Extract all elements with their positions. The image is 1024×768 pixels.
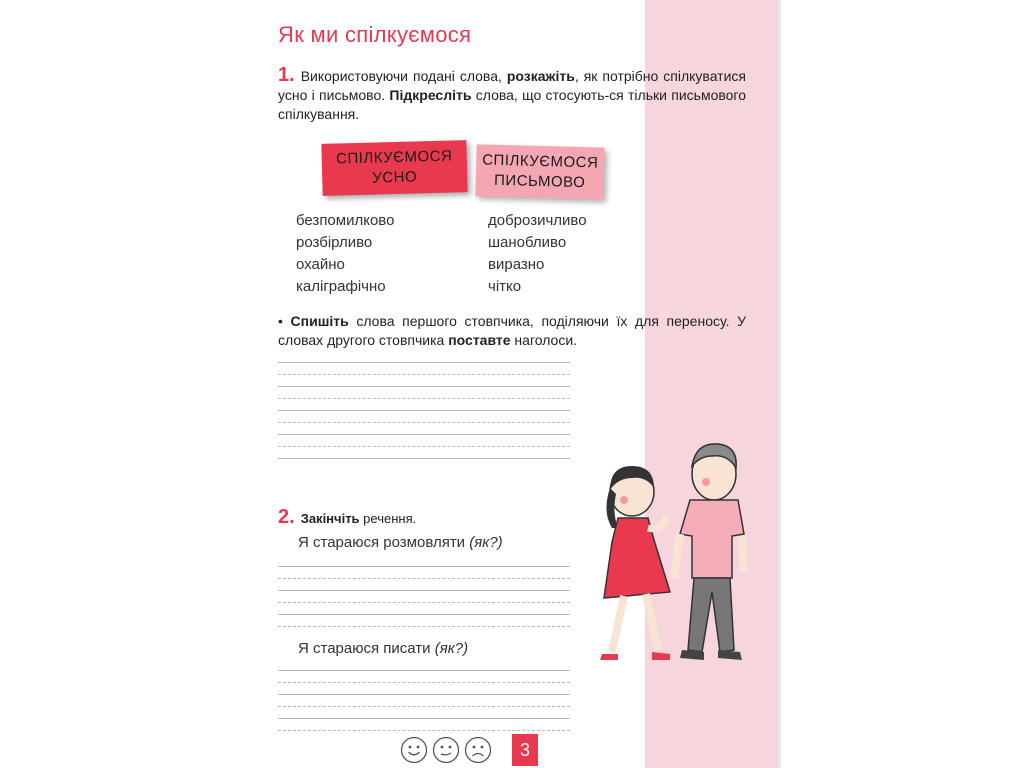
prompt-writing — [298, 640, 468, 657]
task-keyword: поставте — [448, 332, 511, 348]
page-title: Як ми спілкуємося — [278, 22, 472, 47]
word-column-2 — [488, 210, 587, 298]
task-keyword: розкажіть — [506, 68, 575, 84]
word-item[interactable]: каліграфічно — [296, 278, 386, 295]
task-keyword: Закінчіть — [300, 511, 360, 526]
bullet-mark: • — [278, 313, 283, 329]
card-label: СПІЛКУЄМОСЯ — [481, 151, 599, 172]
writing-lines-3[interactable] — [278, 670, 570, 742]
boy-figure — [674, 444, 744, 660]
prompt-hint: (як?) — [469, 534, 503, 551]
prompt-speaking — [298, 534, 503, 551]
workbook-page — [240, 0, 780, 768]
prompt-hint: (як?) — [434, 640, 469, 657]
card-label: УСНО — [372, 168, 418, 187]
task-text: Використовуючи подані слова, — [300, 68, 507, 84]
task-text: слова першого стовпчика, поділяючи їх для переносу. У словах другого стовпчика — [278, 313, 746, 348]
word-column-1 — [296, 210, 394, 298]
smiley-neutral-icon[interactable] — [432, 736, 460, 764]
task-number: 2. — [278, 506, 295, 528]
word-item[interactable]: охайно — [296, 256, 345, 273]
card-written — [475, 144, 604, 199]
subtask-instruction — [278, 312, 746, 350]
word-item[interactable]: шанобливо — [488, 234, 567, 251]
smiley-sad-icon[interactable] — [464, 736, 492, 764]
writing-lines-1[interactable] — [278, 362, 570, 470]
task-2 — [278, 506, 416, 529]
card-label: СПІЛКУЄМОСЯ — [335, 147, 453, 168]
task-text: наголоси. — [510, 332, 578, 348]
task-keyword: Спишіть — [290, 313, 349, 329]
girl-figure — [600, 466, 670, 660]
page-edge — [778, 0, 781, 768]
page-number: 3 — [512, 734, 538, 766]
children-illustration — [582, 432, 772, 672]
smiley-happy-icon[interactable] — [400, 736, 428, 764]
task-1 — [278, 66, 746, 124]
writing-lines-2[interactable] — [278, 566, 570, 638]
card-label: ПИСЬМОВО — [493, 171, 586, 192]
task-text: , як потрібно спілкуватися усно і письмово. — [278, 68, 746, 103]
prompt-text: Я стараюся розмовляти — [298, 534, 470, 551]
word-item[interactable]: безпомилково — [296, 212, 395, 229]
word-item[interactable]: чітко — [488, 278, 522, 295]
task-keyword: Підкресліть — [389, 87, 472, 103]
prompt-text: Я стараюся писати — [298, 640, 435, 657]
task-text: слова, що стосують-ся тільки письмового спілкування. — [278, 87, 746, 122]
word-item[interactable]: виразно — [488, 256, 545, 273]
card-oral — [321, 140, 467, 196]
self-assessment — [400, 736, 492, 764]
word-item[interactable]: доброзичливо — [488, 212, 587, 229]
task-text: речення. — [359, 511, 417, 526]
task-number: 1. — [278, 64, 295, 86]
word-item[interactable]: розбірливо — [296, 234, 373, 251]
